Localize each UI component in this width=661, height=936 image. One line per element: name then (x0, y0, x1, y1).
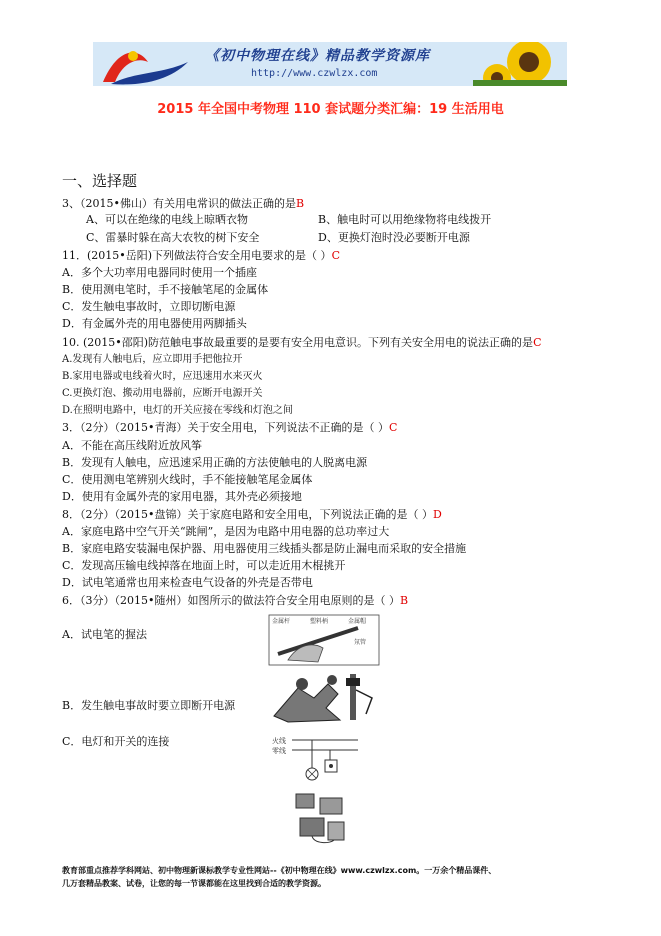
option-a: A．家庭电路中空气开关“跳闸”，是因为电路中用电器的总功率过大 (62, 525, 390, 538)
option-c: C、雷暴时躲在高大农牧的树下安全 (86, 231, 260, 244)
electrocution-figure (268, 668, 380, 724)
option-c: C．电灯和开关的连接 (62, 735, 170, 748)
answer-mark: C (331, 249, 340, 262)
label-neon-tube: 氖管 (354, 639, 367, 646)
label-neutral-wire: 零线 (272, 747, 286, 755)
option-c: C．发生触电事故时，立即切断电源 (62, 300, 236, 313)
option-d: D．有金属外壳的用电器使用两脚插头 (62, 317, 247, 330)
question-stem: 6．（3分）（2015•随州）如图所示的做法符合安全用电原则的是（ ）B (62, 594, 409, 607)
question-stem: 8．（2分）（2015•盘锦）关于家庭电路和安全用电，下列说法正确的是（ ）D (62, 508, 442, 521)
question-stem: 3．（2分）（2015•青海）关于安全用电，下列说法不正确的是（ ）C (62, 421, 398, 434)
page-footer (62, 864, 622, 890)
option-d: D.在照明电路中，电灯的开关应接在零线和灯泡之间 (62, 405, 293, 416)
option-a: A．不能在高压线附近放风筝 (62, 439, 202, 452)
option-b: B．使用测电笔时，手不接触笔尾的金属体 (62, 283, 269, 296)
option-b: B.家用电器或电线着火时，应迅速用水来灭火 (62, 371, 263, 382)
footer-line-2: 几万套精品教案、试卷，让您的每一节课都能在这里找到合适的教学资源。 (62, 879, 326, 888)
test-pen-figure (268, 614, 380, 666)
appliance-icon (320, 798, 342, 814)
wiring-figure (270, 734, 360, 786)
question-stem: 10. (2015•邵阳)防范触电事故最重要的是要有安全用电意识。下列有关安全用电的说法正确的是C (62, 336, 542, 349)
option-d: D．使用有金属外壳的家用电器，其外壳必须接地 (62, 490, 302, 503)
footer-line-1: 教育部重点推荐学科网站、初中物理新课标教学专业性网站--《初中物理在线》www.czwlzx.com。一万余个精品课件、 (62, 866, 497, 875)
header-banner (93, 42, 567, 86)
option-b: B．发生触电事故时要立即断开电源 (62, 699, 236, 712)
option-c: C．发现高压输电线掉落在地面上时，可以走近用木棍挑开 (62, 559, 346, 572)
option-d: D．试电笔通常也用来检查电气设备的外壳是否带电 (62, 576, 313, 589)
switch-box-icon (346, 678, 360, 686)
answer-mark: D (432, 508, 442, 521)
option-c: C.更换灯泡、搬动用电器前，应断开电源开关 (62, 388, 263, 399)
option-b: B．发现有人触电，应迅速采用正确的方法使触电的人脱离电源 (62, 456, 368, 469)
option-a: A．试电笔的握法 (62, 628, 147, 641)
power-strip-icon (328, 822, 344, 840)
label-metal-cap: 金属帽 (348, 618, 367, 625)
answer-mark: C (388, 421, 398, 434)
option-d: D、更换灯泡时没必要断开电源 (318, 231, 470, 244)
option-b: B、触电时可以用绝缘物将电线拨开 (318, 213, 492, 226)
option-a: A．多个大功率用电器同时使用一个插座 (62, 266, 257, 279)
option-b: B．家庭电路安装漏电保护器、用电器使用三线插头都是防止漏电而采取的安全措施 (62, 542, 467, 555)
appliances-figure (290, 790, 350, 848)
appliance-icon (296, 794, 314, 808)
banner-title: 《初中物理在线》精品教学资源库 (205, 48, 430, 64)
banner-url: http://www.czwlzx.com (251, 68, 378, 79)
answer-mark: B (399, 594, 409, 607)
logo-dot-icon (128, 51, 138, 61)
answer-mark: B (295, 197, 305, 210)
appliance-icon (300, 818, 324, 836)
answer-mark: C (533, 336, 542, 349)
option-a: A.发现有人触电后，应立即用手把他拉开 (62, 354, 243, 365)
option-c: C．使用测电笔辨别火线时，手不能接触笔尾金属体 (62, 473, 313, 486)
label-live-wire: 火线 (272, 737, 286, 745)
question-stem: 3、（2015•佛山）有关用电常识的做法正确的是B (62, 197, 305, 210)
label-plastic-handle: 塑料柄 (310, 618, 329, 625)
option-a: A、可以在绝缘的电线上晾晒衣物 (86, 213, 248, 226)
person-head-icon (327, 675, 337, 685)
question-stem: 11．(2015•岳阳)下列做法符合安全用电要求的是（ ）C (62, 249, 340, 262)
section-title: 一、选择题 (62, 172, 138, 190)
document-title: 2015 年全国中考物理 110 套试题分类汇编：19 生活用电 (157, 102, 504, 117)
person-head-icon (296, 678, 308, 690)
label-metal-rod: 金属杆 (272, 618, 291, 625)
